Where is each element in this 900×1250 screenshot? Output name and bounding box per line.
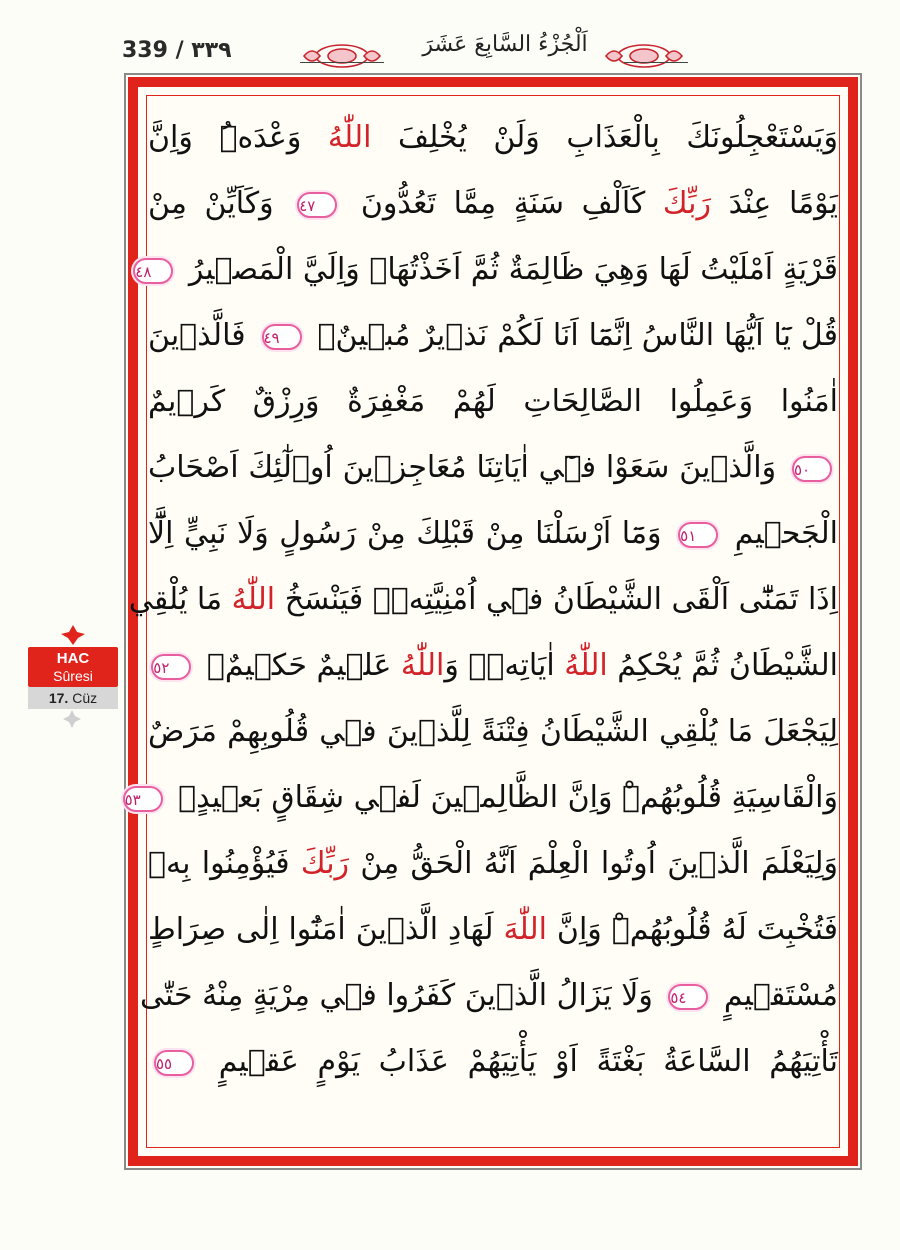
text-line: الْجَح۪يمِ ٥١ وَمَٓا اَرْسَلْنَا مِنْ قَبْلِكَ مِنْ رَسُولٍ وَلَا نَبِيٍّ اِلَّٓا (148, 516, 838, 551)
juz-label: Cüz (72, 690, 98, 706)
fleur-ornament-bottom-icon (62, 709, 82, 729)
juz-title: اَلْجُزْءُ السَّابِعَ عَشَرَ (422, 32, 588, 57)
text-line: تَأْتِيَهُمُ السَّاعَةُ بَغْتَةً اَوْ يَأْتِيَهُمْ عَذَابُ يَوْمٍ عَق۪يمٍ ٥٥ (156, 1044, 838, 1079)
verse-number-marker: ٤٧ (297, 192, 337, 218)
text-line: وَيَسْتَعْجِلُونَكَ بِالْعَذَابِ وَلَنْ يُخْلِفَ اللّٰهُ وَعْدَهُۜ وَاِنَّ (148, 120, 838, 155)
verse-number-marker: ٥٥ (154, 1050, 194, 1076)
verse-number-marker: ٥٤ (668, 984, 708, 1010)
text-line: قَرْيَةٍ اَمْلَيْتُ لَهَا وَهِيَ ظَالِمَةٌ ثُمَّ اَخَذْتُهَاۚ وَاِلَيَّ الْمَص۪يرُ ٤٨ (135, 252, 838, 287)
surah-label: Sûresi (53, 668, 93, 684)
text-line: الشَّيْطَانُ ثُمَّ يُحْكِمُ اللّٰهُ اٰيَاتِه۪ۜ وَاللّٰهُ عَل۪يمٌ حَك۪يمٌۙ ٥٢ (153, 648, 838, 683)
text-line: يَوْمًا عِنْدَ رَبِّكَ كَاَلْفِ سَنَةٍ مِمَّا تَعُدُّونَ ٤٧ وَكَاَيِّنْ مِنْ (148, 186, 838, 221)
ornament-left-icon (300, 41, 384, 71)
ornament-right-icon (602, 41, 686, 71)
verse-number-marker: ٤٨ (133, 258, 173, 284)
verse-number-marker: ٥٣ (123, 786, 163, 812)
text-line: وَلِيَعْلَمَ الَّذ۪ينَ اُوتُوا الْعِلْمَ اَنَّهُ الْحَقُّ مِنْ رَبِّكَ فَيُؤْمِنُوا بِه۪ (148, 846, 838, 881)
text-line: اٰمَنُوا وَعَمِلُوا الصَّالِحَاتِ لَهُمْ مَغْفِرَةٌ وَرِزْقٌ كَر۪يمٌ (148, 384, 838, 419)
fleur-ornament-icon (58, 623, 88, 647)
verse-number-marker: ٥٢ (151, 654, 191, 680)
verse-number-marker: ٥٠ (792, 456, 832, 482)
text-line: ٥٠ وَالَّذ۪ينَ سَعَوْا ف۪ٓي اٰيَاتِنَا مُعَاجِز۪ينَ اُو۬لٰٓئِكَ اَصْحَابُ (148, 435, 838, 501)
juz-badge (28, 687, 118, 709)
header-rule-left (300, 62, 384, 63)
page-number: 339 / ٣٣٩ (122, 38, 232, 63)
text-line: مُسْتَق۪يمٍ ٥٤ وَلَا يَزَالُ الَّذ۪ينَ كَفَرُوا ف۪ي مِرْيَةٍ مِنْهُ حَتّٰى (139, 978, 838, 1013)
verse-number-marker: ٤٩ (262, 324, 302, 350)
surah-name-badge (28, 647, 118, 687)
juz-number: 17. (48, 690, 69, 706)
text-line: لِيَجْعَلَ مَا يُلْقِي الشَّيْطَانُ فِتْنَةً لِلَّذ۪ينَ ف۪ي قُلُوبِهِمْ مَرَضٌ (148, 714, 838, 749)
text-line: وَالْقَاسِيَةِ قُلُوبُهُمْۜ وَاِنَّ الظَّالِم۪ينَ لَف۪ي شِقَاقٍ بَع۪يدٍۙ ٥٣ (124, 780, 838, 815)
header-rule-right (624, 62, 688, 63)
text-line: فَتُخْبِتَ لَهُ قُلُوبُهُمْۜ وَاِنَّ اللّٰهَ لَهَادِ الَّذ۪ينَ اٰمَنُٓوا اِلٰى صِرَاطٍ (148, 912, 839, 947)
verse-number-marker: ٥١ (678, 522, 718, 548)
text-line: قُلْ يَٓا اَيُّهَا النَّاسُ اِنَّمَٓا اَنَا لَكُمْ نَذ۪يرٌ مُب۪ينٌۚ ٤٩ فَالَّذ۪ينَ (148, 318, 838, 353)
surah-name: HAC (56, 650, 90, 667)
text-line: اِذَا تَمَنّٰٓى اَلْقَى الشَّيْطَانُ ف۪ٓي اُمْنِيَّتِه۪ۚ فَيَنْسَخُ اللّٰهُ مَا يُلْقِي (128, 582, 838, 617)
